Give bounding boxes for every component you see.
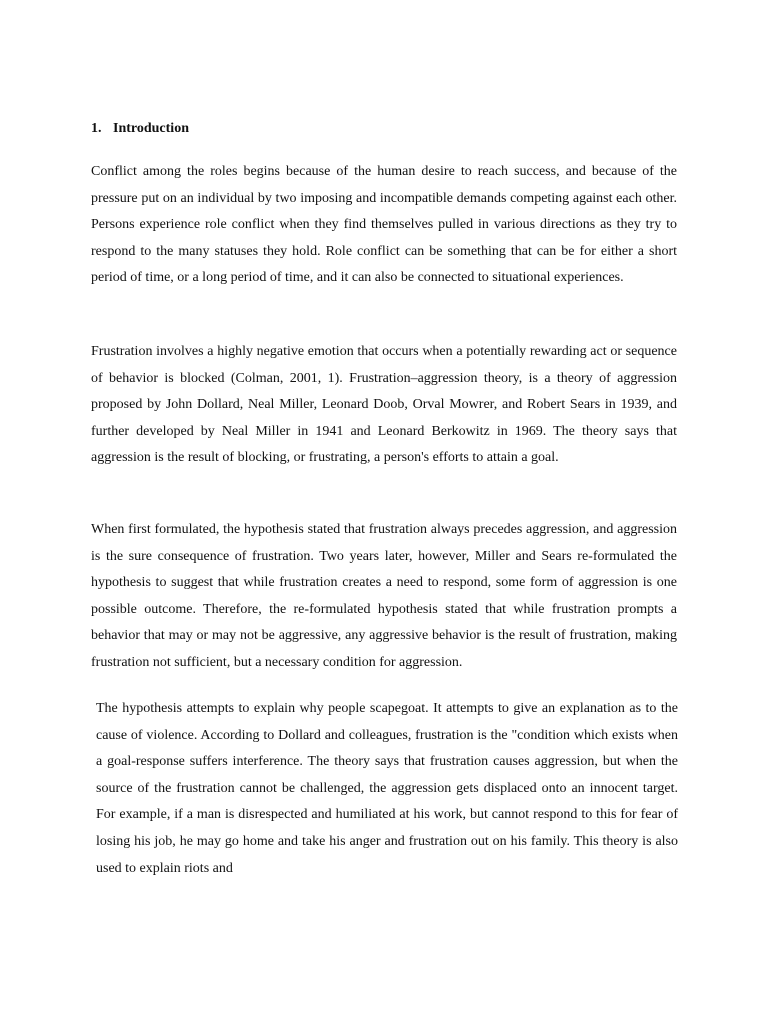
section-number: 1. [91, 121, 102, 136]
paragraph-scapegoat-hypothesis: The hypothesis attempts to explain why people scapegoat. It attempts to give an explanation as to the cause of violence. According to Dollard and colleagues, frustration is the "condition which exists when a goal-response suffers interference. The theory says that frustration causes aggression, but when the source of the frustration cannot be challenged, the aggression gets displaced onto an innocent target. For example, if a man is disrespected and humiliated at his work, but cannot respond to this for fear of losing his job, he may go home and take his anger and frustration out on his family. This theory is also used to explain riots and [96, 701, 678, 876]
section-heading [91, 120, 189, 138]
paragraph-role-conflict: Conflict among the roles begins because of the human desire to reach success, and because of the pressure put on an individual by two imposing and incompatible demands competing against each other. Persons experience role conflict when they find themselves pulled in various directions as they try to respond to the many statuses they hold. Role conflict can be something that can be for either a short period of time, or a long period of time, and it can also be connected to situational experiences. [91, 164, 677, 286]
section-title: Introduction [113, 121, 189, 136]
paragraph-frustration-definition: Frustration involves a highly negative emotion that occurs when a potentially rewarding act or sequence of behavior is blocked (Colman, 2001, 1). Frustration–aggression theory, is a theory of aggression proposed by John Dollard, Neal Miller, Leonard Doob, Orval Mowrer, and Robert Sears in 1939, and further developed by Neal Miller in 1941 and Leonard Berkowitz in 1969. The theory says that aggression is the result of blocking, or frustrating, a person's efforts to attain a goal. [91, 344, 677, 466]
paragraph-hypothesis-formulation: When first formulated, the hypothesis stated that frustration always precedes aggression, and aggression is the sure consequence of frustration. Two years later, however, Miller and Sears re-formulated the hypothesis to suggest that while frustration creates a need to respond, some form of aggression is one possible outcome. Therefore, the re-formulated hypothesis stated that while frustration prompts a behavior that may or may not be aggressive, any aggressive behavior is the result of frustration, making frustration not sufficient, but a necessary condition for aggression. [91, 522, 677, 670]
